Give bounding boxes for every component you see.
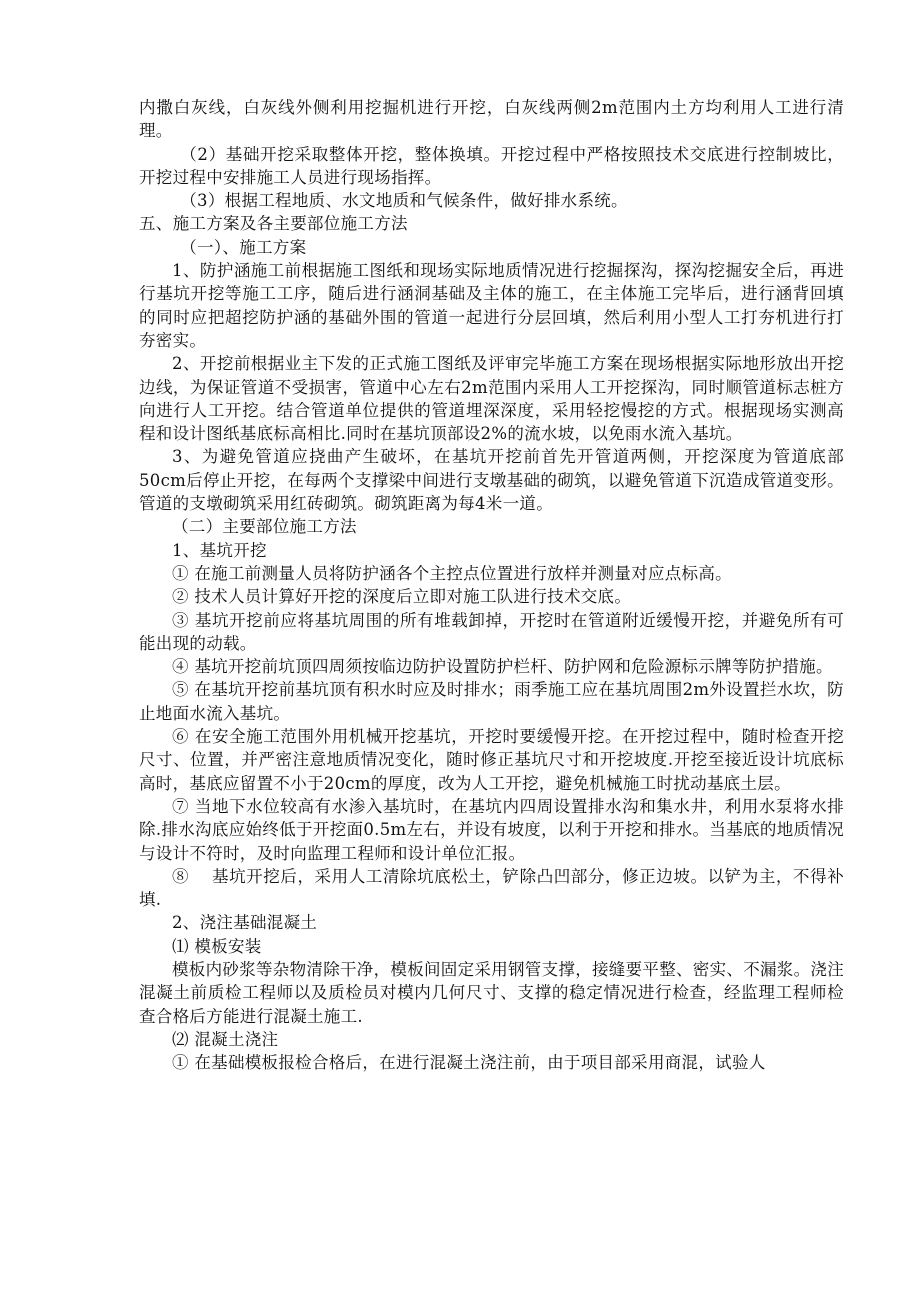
list-item-6: ⑥ 在安全施工范围外用机械开挖基坑，开挖时要缓慢开挖。在开挖过程中，随时检查开挖尺寸、位置，并严密注意地质情况变化，随时修正基坑尺寸和开挖坡度.开挖至接近设计坑底标高时，基底应留置不小于20cm的厚度，改为人工开挖，避免机械施工时扰动基底土层。	[139, 727, 844, 793]
paragraph-formwork: 模板内砂浆等杂物清除干净，模板间固定采用钢管支撑，接缝要平整、密实、不漏浆。浇注混凝土前质检工程师以及质检员对模内几何尺寸、支撑的稳定情况进行检查，经监理工程师检查合格后方能进行混凝土施工.	[139, 959, 844, 1026]
list-item-5: ⑤ 在基坑开挖前基坑顶有积水时应及时排水；雨季施工应在基坑周围2m外设置拦水坎，防止地面水流入基坑。	[139, 680, 844, 723]
paragraph-concrete-placement: ① 在基础模板报检合格后，在进行混凝土浇注前，由于项目部采用商混，试验人	[172, 1053, 766, 1073]
paragraph-item-2: （2）基础开挖采取整体开挖，整体换填。开挖过程中严格按照技术交底进行控制坡比，开挖过程中安排施工人员进行现场指挥。	[139, 144, 844, 187]
list-item-4: ④ 基坑开挖前坑顶四周须按临边防护设置防护栏杆、防护网和危险源标示牌等防护措施。	[172, 657, 833, 677]
heading-foundation-excavation: 1、基坑开挖	[172, 540, 267, 560]
list-item-1: ① 在施工前测量人员将防护涵各个主控点位置进行放样并测量对应点标高。	[172, 563, 732, 583]
heading-concrete-pouring: 2、浇注基础混凝土	[172, 913, 318, 933]
list-item-8: ⑧ 基坑开挖后，采用人工清除坑底松土，铲除凸凹部分，修正边坡。以铲为主，不得补填.	[139, 866, 844, 910]
paragraph-plan-1: 1、防护涵施工前根据施工图纸和现场实际地质情况进行挖掘探沟，探沟挖掘安全后，再进行基坑开挖等施工工序，随后进行涵洞基础及主体的施工，在主体施工完毕后，进行涵背回填的同时应把超挖防护涵的基础外围的管道一起进行分层回填，然后利用小型人工打夯机进行打夯密实。	[139, 261, 844, 350]
paragraph-plan-2: 2、开挖前根据业主下发的正式施工图纸及评审完毕施工方案在现场根据实际地形放出开挖边线，为保证管道不受损害，管道中心左右2m范围内采用人工开挖探沟，同时顺管道标志桩方向进行人工开挖。结合管道单位提供的管道埋深深度，采用轻挖慢挖的方式。根据现场实测高程和设计图纸基底标高相比.同时在基坑顶部设2%的流水坡，以免雨水流入基坑。	[139, 354, 844, 444]
paragraph-item-3: （3）根据工程地质、水文地质和气候条件，做好排水系统。	[180, 191, 628, 211]
list-item-3: ③ 基坑开挖前应将基坑周围的所有堆载卸掉，开挖时在管道附近缓慢开挖，并避免所有可能出现的动载。	[139, 610, 844, 653]
list-item-2: ② 技术人员计算好开挖的深度后立即对施工队进行技术交底。	[172, 587, 632, 607]
section-heading-5: 五、施工方案及各主要部位施工方法	[139, 214, 408, 234]
subsection-heading-1: （一）、施工方案	[180, 237, 307, 257]
paragraph-plan-3: 3、为避免管道应挠曲产生破坏，在基坑开挖前首先开管道两侧，开挖深度为管道底部50cm后停止开挖，在每两个支撑梁中间进行支墩基础的砌筑，以避免管道下沉造成管道变形。管道的支墩砌筑采用红砖砌筑。砌筑距离为每4米一道。	[139, 447, 844, 514]
document-body	[139, 96, 844, 1074]
heading-concrete-placement: ⑵ 混凝土浇注	[172, 1029, 279, 1049]
paragraph-continuation: 内撒白灰线，白灰线外侧利用挖掘机进行开挖，白灰线两侧2m范围内土方均利用人工进行清理。	[139, 98, 844, 141]
subsection-heading-2: （二）主要部位施工方法	[172, 517, 357, 537]
heading-formwork: ⑴ 模板安装	[172, 936, 262, 956]
list-item-7: ⑦ 当地下水位较高有水渗入基坑时，在基坑内四周设置排水沟和集水井，利用水泵将水排除.排水沟底应始终低于开挖面0.5m左右，并设有坡度，以利于开挖和排水。当基底的地质情况与设计不符时，及时向监理工程师和设计单位汇报。	[139, 796, 844, 863]
